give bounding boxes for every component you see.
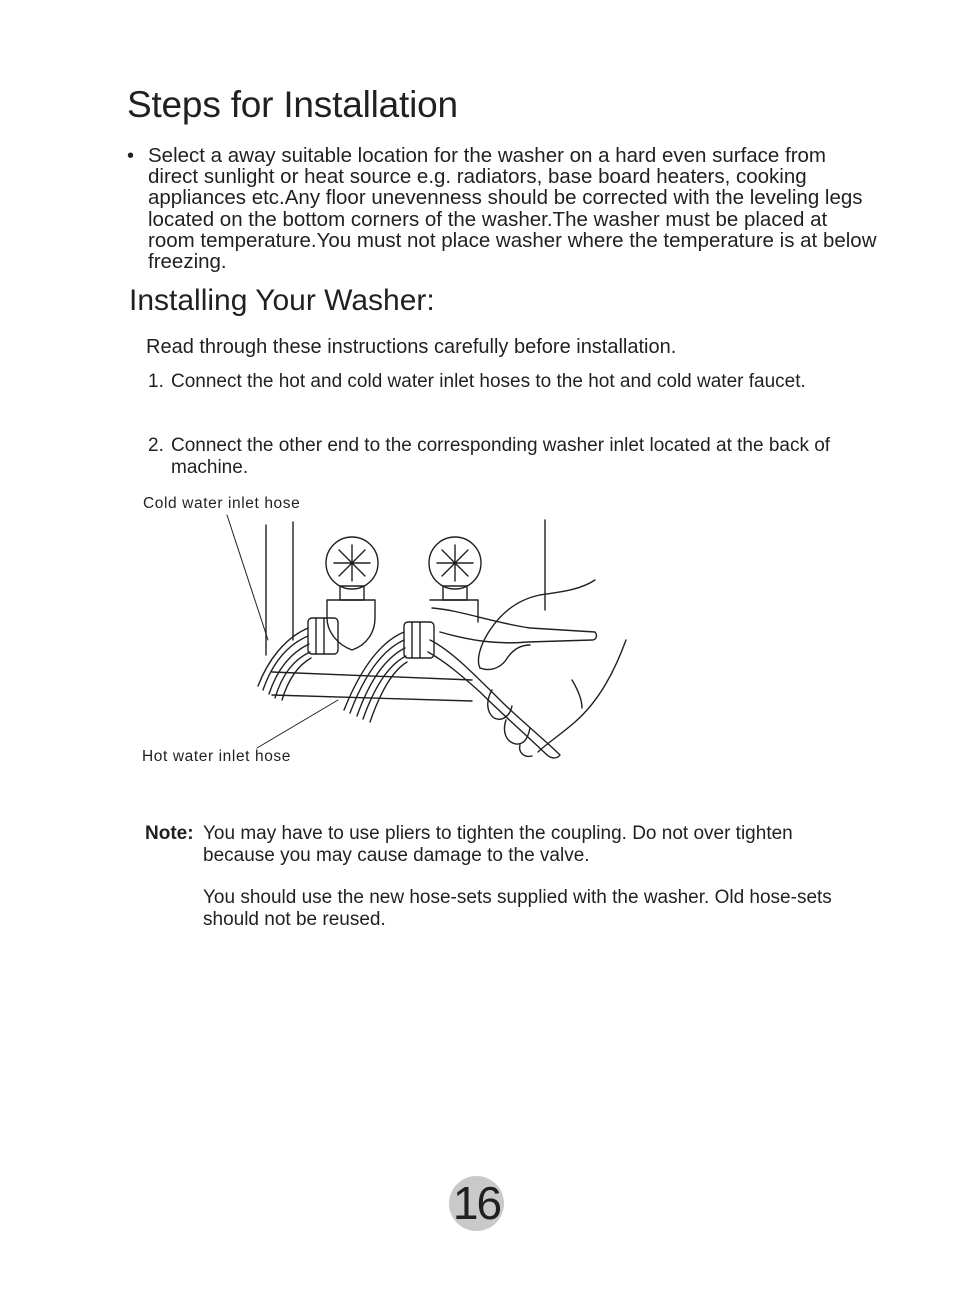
hot-hose-label: Hot water inlet hose xyxy=(142,748,291,765)
page-title: Steps for Installation xyxy=(127,84,458,125)
location-instructions: Select a away suitable location for the washer on a hard even surface from direct sunlight or heat source e.g. radiators, base board heaters, cooking appliances etc.Any floor unevenness should be corrected with the leveling legs located on the bottom corners of the washer.The washer must be placed at room temperature.You must not place washer where the temperature is at below freezing. xyxy=(148,144,877,274)
bullet-marker: • xyxy=(127,145,135,167)
step-number: 1. xyxy=(148,371,164,392)
note-label: Note: xyxy=(145,823,194,844)
note-text-hose-sets: You should use the new hose-sets supplied with the washer. Old hose-sets should not be reused. xyxy=(203,887,832,930)
step-text: Connect the hot and cold water inlet hoses to the hot and cold water faucet. xyxy=(171,371,806,392)
section-heading: Installing Your Washer: xyxy=(129,284,435,317)
note-text-coupling: You may have to use pliers to tighten the coupling. Do not over tighten because you may cause damage to the valve. xyxy=(203,823,793,866)
step-number: 2. xyxy=(148,435,164,456)
cold-hose-label: Cold water inlet hose xyxy=(143,495,301,512)
step-text: Connect the other end to the corresponding washer inlet located at the back of machine. xyxy=(171,435,831,478)
intro-text: Read through these instructions carefully before installation. xyxy=(146,336,677,358)
page-number: 16 xyxy=(449,1176,504,1231)
